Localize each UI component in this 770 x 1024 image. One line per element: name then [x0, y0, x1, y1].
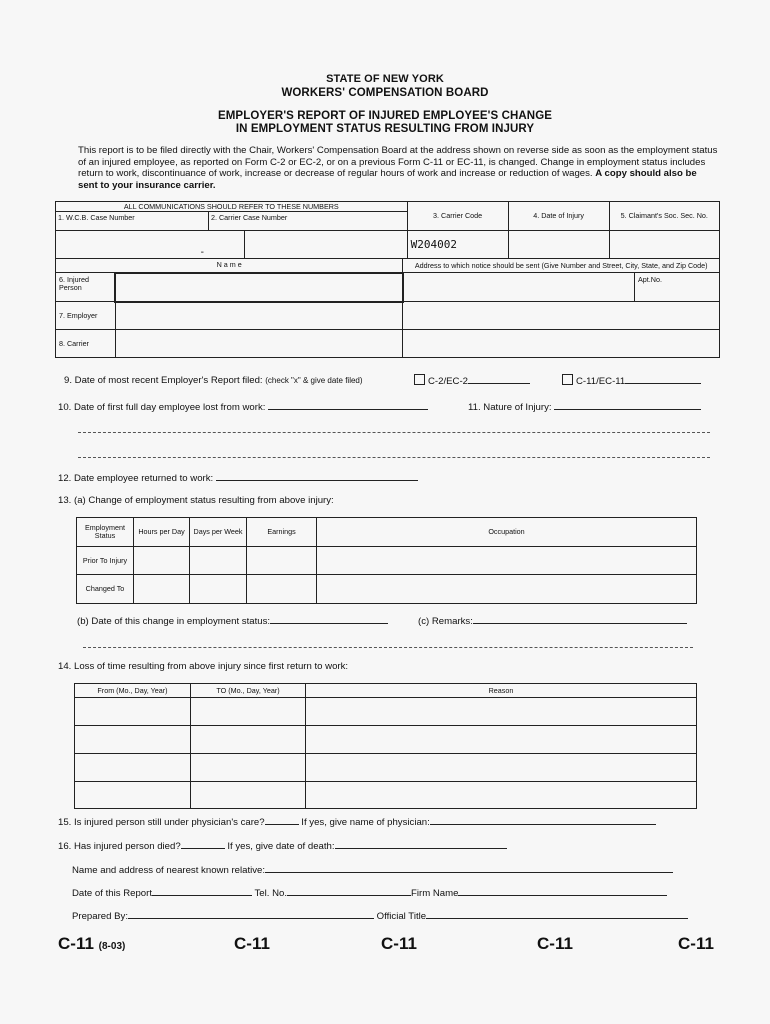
- status-header-hours: Hours per Day: [134, 518, 190, 547]
- q12-row: [58, 471, 418, 484]
- q10-field[interactable]: [268, 400, 428, 410]
- title-line-2: IN EMPLOYMENT STATUS RESULTING FROM INJURY: [235, 123, 535, 135]
- q13c-field[interactable]: [473, 614, 687, 624]
- prior-days-field[interactable]: [190, 547, 247, 575]
- death-date-field[interactable]: [335, 839, 507, 849]
- loss-header-reason: Reason: [306, 684, 697, 698]
- employer-label: 7. Employer: [56, 302, 116, 330]
- physician-field[interactable]: [430, 815, 656, 825]
- carrier-label: 8. Carrier: [56, 330, 116, 358]
- form-code-text: C-11: [58, 934, 94, 953]
- case-numbers-table: [55, 201, 720, 259]
- q13c-label: (c) Remarks:: [418, 616, 473, 627]
- q13b-field[interactable]: [270, 614, 388, 624]
- row-prior-to-injury: Prior To Injury: [77, 547, 134, 575]
- firm-field[interactable]: [458, 886, 667, 896]
- relative-row: [72, 863, 673, 876]
- loss-to-1[interactable]: [191, 698, 306, 726]
- changed-days-field[interactable]: [190, 575, 247, 604]
- date-of-injury-label: 4. Date of Injury: [508, 202, 609, 231]
- changed-occupation-field[interactable]: [317, 575, 697, 604]
- q11-label: 11. Nature of Injury:: [468, 402, 552, 413]
- relative-label: Name and address of nearest known relative:: [72, 865, 266, 876]
- form-code-4: C-11: [537, 934, 573, 953]
- address-header: Address to which notice should be sent (Give Number and Street, City, State, and Zip Code): [403, 259, 720, 273]
- firm-label: Firm Name: [411, 888, 459, 899]
- carrier-code-field[interactable]: [407, 231, 508, 259]
- loss-table: [74, 683, 697, 809]
- c2-date-field[interactable]: [468, 374, 530, 384]
- q15b-label: If yes, give name of physician:: [301, 817, 430, 828]
- form-code-3: C-11: [381, 934, 417, 953]
- q13b-row: [77, 614, 388, 627]
- q12-field[interactable]: [216, 471, 418, 481]
- remarks-line[interactable]: [83, 647, 693, 648]
- tel-field[interactable]: [287, 886, 411, 896]
- name-header: N a m e: [56, 259, 403, 273]
- loss-from-1[interactable]: [75, 698, 191, 726]
- date-report-label: Date of this Report: [72, 888, 152, 899]
- loss-to-4[interactable]: [191, 782, 306, 809]
- q16b-label: If yes, give date of death:: [227, 841, 335, 852]
- prepared-field[interactable]: [128, 909, 374, 919]
- q11-row: [468, 400, 701, 413]
- injured-name-field[interactable]: [115, 273, 403, 302]
- loss-reason-3[interactable]: [306, 754, 697, 782]
- prior-occupation-field[interactable]: [317, 547, 697, 575]
- loss-reason-4[interactable]: [306, 782, 697, 809]
- form-code-5: C-11: [678, 934, 714, 953]
- official-title-field[interactable]: [426, 909, 688, 919]
- q15-row: [58, 815, 656, 828]
- q16-row: [58, 839, 507, 852]
- status-header-employment: Employment Status: [77, 518, 134, 547]
- official-title-label: Official Title: [376, 911, 427, 922]
- q14-label: 14. Loss of time resulting from above injury since first return to work:: [58, 661, 349, 672]
- date-of-injury-field[interactable]: [508, 231, 609, 259]
- changed-hours-field[interactable]: [134, 575, 190, 604]
- employer-address-field[interactable]: [403, 302, 720, 330]
- title-line-1: EMPLOYER'S REPORT OF INJURED EMPLOYEE'S CHANGE: [217, 110, 553, 122]
- q12-label: 12. Date employee returned to work:: [58, 473, 214, 484]
- c11-label: C-11/EC-11: [576, 376, 626, 387]
- changed-earnings-field[interactable]: [247, 575, 317, 604]
- q9-option-c2: [414, 374, 530, 387]
- injury-line-1[interactable]: [78, 432, 710, 433]
- loss-to-3[interactable]: [191, 754, 306, 782]
- c2-label: C-2/EC-2: [428, 376, 468, 387]
- ssn-field[interactable]: [609, 231, 719, 259]
- q9-label: 9. Date of most recent Employer's Report filed:: [64, 375, 263, 386]
- q13b-label: (b) Date of this change in employment status:: [77, 616, 271, 627]
- parties-table: [55, 258, 720, 358]
- wcb-case-label: 1. W.C.B. Case Number: [56, 212, 209, 230]
- form-edition: (8-03): [98, 941, 126, 952]
- state-heading: STATE OF NEW YORK: [326, 73, 444, 85]
- intro-text: This report is to be filed directly with the Chair, Workers' Compensation Board at the address shown on reverse side as soon as the employment status of an injured employee, as reported on Form C-2 or EC-2, or on a previous Form C-11 or EC-11, is changed. Change in employment status includes return to work, discontinuance of work, increase or decrease of regular hours of work and increase or reduction of wages.: [78, 145, 718, 180]
- wcb-case-value: -: [200, 247, 204, 258]
- row-changed-to: Changed To: [77, 575, 134, 604]
- intro-bold-note: A copy should also be sent to your insurance carrier.: [78, 168, 697, 191]
- form-code-main: [58, 934, 125, 954]
- apt-no-field[interactable]: [635, 273, 720, 302]
- carrier-code-label: 3. Carrier Code: [407, 202, 508, 231]
- loss-header-from: From (Mo., Day, Year): [75, 684, 191, 698]
- loss-reason-2[interactable]: [306, 726, 697, 754]
- q16-label: 16. Has injured person died?: [58, 841, 181, 852]
- q16-answer-field[interactable]: [181, 839, 225, 849]
- prior-earnings-field[interactable]: [247, 547, 317, 575]
- carrier-code-value: W204002: [410, 238, 457, 251]
- q9-option-c11: [562, 374, 701, 387]
- q9-note: (check "x" & give date filed): [265, 376, 363, 385]
- c2-checkbox[interactable]: [414, 374, 425, 385]
- report-row: [72, 886, 667, 899]
- carrier-case-label: 2. Carrier Case Number: [211, 213, 288, 222]
- loss-to-2[interactable]: [191, 726, 306, 754]
- injured-address-field[interactable]: [403, 273, 635, 302]
- status-header-earnings: Earnings: [247, 518, 317, 547]
- status-table: [76, 517, 697, 604]
- prepared-row: [72, 909, 688, 922]
- loss-from-3[interactable]: [75, 754, 191, 782]
- q13c-row: [418, 614, 687, 627]
- communications-note: ALL COMMUNICATIONS SHOULD REFER TO THESE NUMBERS: [56, 202, 407, 212]
- carrier-address-field[interactable]: [403, 330, 720, 358]
- q9-row: [64, 375, 363, 386]
- injury-line-2[interactable]: [78, 457, 710, 458]
- c11-checkbox[interactable]: [562, 374, 573, 385]
- loss-header-to: TO (Mo., Day, Year): [191, 684, 306, 698]
- wcb-case-field[interactable]: [56, 231, 245, 259]
- prior-hours-field[interactable]: [134, 547, 190, 575]
- board-heading: WORKERS' COMPENSATION BOARD: [281, 87, 489, 99]
- q15-answer-field[interactable]: [265, 815, 299, 825]
- loss-from-4[interactable]: [75, 782, 191, 809]
- status-header-occupation: Occupation: [317, 518, 697, 547]
- loss-reason-1[interactable]: [306, 698, 697, 726]
- prepared-label: Prepared By:: [72, 911, 128, 922]
- q11-field[interactable]: [554, 400, 701, 410]
- loss-from-2[interactable]: [75, 726, 191, 754]
- ssn-label: 5. Claimant's Soc. Sec. No.: [609, 202, 719, 231]
- carrier-name-field[interactable]: [115, 330, 403, 358]
- q10-label: 10. Date of first full day employee lost from work:: [58, 402, 266, 413]
- relative-field[interactable]: [265, 863, 673, 873]
- tel-label: Tel. No.: [254, 888, 288, 899]
- injured-person-label: 6. Injured Person: [56, 273, 116, 302]
- q10-row: [58, 400, 428, 413]
- apt-no-label: Apt.No.: [638, 275, 662, 284]
- status-header-days: Days per Week: [190, 518, 247, 547]
- c11-date-field[interactable]: [625, 374, 701, 384]
- intro-paragraph: [78, 145, 718, 191]
- q13-label: 13. (a) Change of employment status resulting from above injury:: [58, 495, 334, 506]
- q15-label: 15. Is injured person still under physician's care?: [58, 817, 265, 828]
- employer-name-field[interactable]: [115, 302, 403, 330]
- form-code-2: C-11: [234, 934, 270, 953]
- date-report-field[interactable]: [152, 886, 252, 896]
- carrier-case-field[interactable]: [245, 231, 408, 259]
